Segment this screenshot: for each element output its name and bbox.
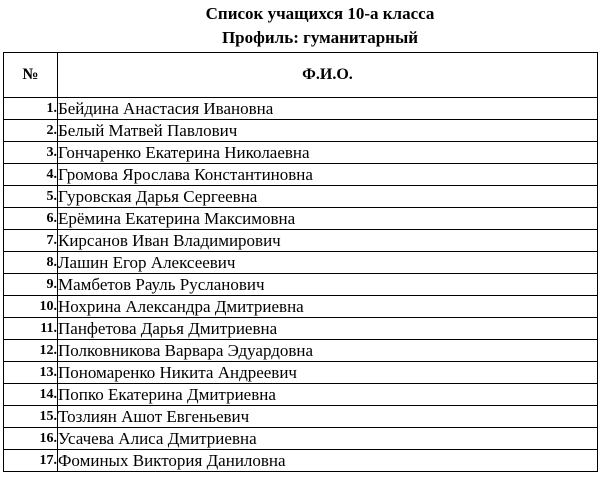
table-row — [4, 340, 598, 362]
table-row — [4, 450, 598, 472]
table-header-row — [4, 53, 598, 98]
table-row — [4, 428, 598, 450]
row-number: 14. — [4, 384, 58, 406]
column-header-name: Ф.И.О. — [58, 53, 598, 98]
row-number: 16. — [4, 428, 58, 450]
student-name: Панфетова Дарья Дмитриевна — [58, 318, 598, 340]
table-row — [4, 274, 598, 296]
row-number: 5. — [4, 186, 58, 208]
student-name: Попко Екатерина Дмитриевна — [58, 384, 598, 406]
student-name: Гончаренко Екатерина Николаевна — [58, 142, 598, 164]
student-name: Кирсанов Иван Владимирович — [58, 230, 598, 252]
table-row — [4, 186, 598, 208]
row-number: 9. — [4, 274, 58, 296]
row-number: 7. — [4, 230, 58, 252]
table-row — [4, 296, 598, 318]
student-name: Фоминых Виктория Даниловна — [58, 450, 598, 472]
row-number: 8. — [4, 252, 58, 274]
table-row — [4, 230, 598, 252]
row-number: 4. — [4, 164, 58, 186]
row-number: 13. — [4, 362, 58, 384]
student-name: Белый Матвей Павлович — [58, 120, 598, 142]
student-name: Гуровская Дарья Сергеевна — [58, 186, 598, 208]
student-name: Лашин Егор Алексеевич — [58, 252, 598, 274]
table-row — [4, 318, 598, 340]
table-row — [4, 164, 598, 186]
student-name: Мамбетов Рауль Русланович — [58, 274, 598, 296]
student-name: Тозлиян Ашот Евгеньевич — [58, 406, 598, 428]
student-name: Усачева Алиса Дмитриевна — [58, 428, 598, 450]
row-number: 12. — [4, 340, 58, 362]
table-row — [4, 384, 598, 406]
student-name: Нохрина Александра Дмитриевна — [58, 296, 598, 318]
table-row — [4, 120, 598, 142]
table-row — [4, 362, 598, 384]
row-number: 6. — [4, 208, 58, 230]
student-table — [3, 52, 598, 472]
row-number: 2. — [4, 120, 58, 142]
student-name: Пономаренко Никита Андреевич — [58, 362, 598, 384]
table-row — [4, 406, 598, 428]
student-name: Полковникова Варвара Эдуардовна — [58, 340, 598, 362]
student-name: Громова Ярослава Константиновна — [58, 164, 598, 186]
table-row — [4, 252, 598, 274]
table-row — [4, 142, 598, 164]
student-name: Бейдина Анастасия Ивановна — [58, 98, 598, 120]
row-number: 3. — [4, 142, 58, 164]
row-number: 1. — [4, 98, 58, 120]
table-row — [4, 98, 598, 120]
column-header-number: № — [4, 53, 58, 98]
row-number: 11. — [4, 318, 58, 340]
document-subtitle: Профиль: гуманитарный — [221, 28, 419, 47]
student-name: Ерёмина Екатерина Максимовна — [58, 208, 598, 230]
table-row — [4, 208, 598, 230]
document-title: Список учащихся 10-а класса — [205, 4, 435, 23]
row-number: 15. — [4, 406, 58, 428]
row-number: 17. — [4, 450, 58, 472]
row-number: 10. — [4, 296, 58, 318]
